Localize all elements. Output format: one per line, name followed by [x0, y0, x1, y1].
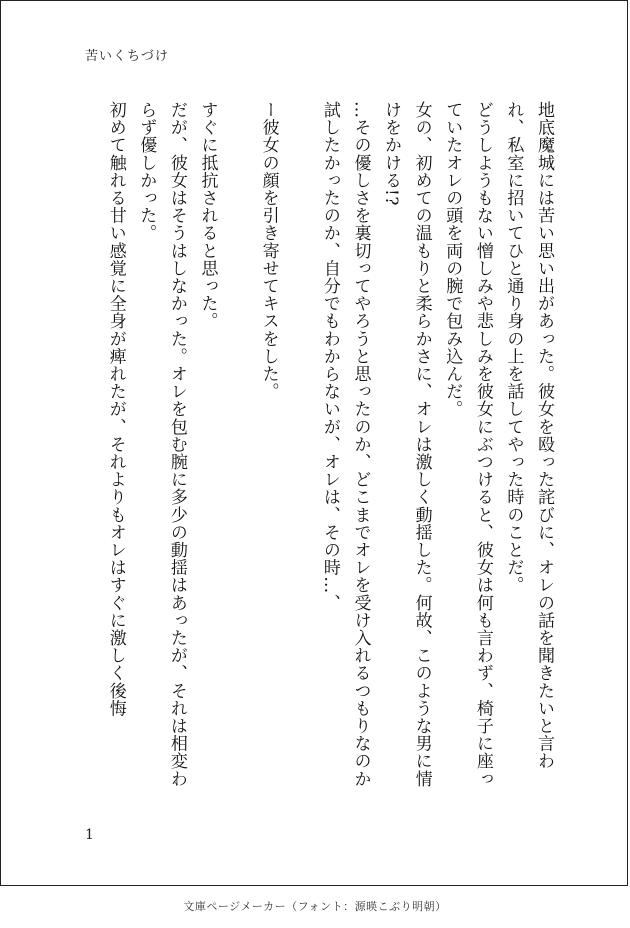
- paragraph-2: どうしようもない憎しみや悲しみを彼女にぶつけると、彼女は何も言わず、椅子に座っていたオレの頭を両の腕で包み込んだ。: [442, 101, 493, 788]
- book-title: 苦いくちづけ: [85, 49, 169, 64]
- blank-line-2: [222, 101, 253, 801]
- blank-line-1: [284, 101, 315, 801]
- page-number: 1: [85, 827, 94, 843]
- paragraph-7: だが、彼女はそうはしなかった。オレを包む腕に多少の動揺はあったが、それは相変わらず優しかった。: [136, 101, 187, 788]
- body-text: [100, 101, 559, 801]
- paragraph-6: すぐに抵抗されると思った。: [197, 101, 218, 330]
- footer-credit: 文庫ページメーカー（フォント：源暎こぶり明朝）: [183, 900, 447, 913]
- paragraph-3: 女の、初めての温もりと柔らかさに、オレは激しく動揺した。何故、このような男に情けをかける!?: [381, 101, 432, 788]
- paragraph-1: 地底魔城には苦い思い出があった。彼女を殴った詫びに、オレの話を聞きたいと言われ、私室に招いてひと通り身の上を話してやった時のことだ。: [503, 101, 554, 770]
- paragraph-8: 初めて触れる甘い感覚に全身が痺れたが、それよりもオレはすぐに激しく後悔: [105, 101, 126, 717]
- paragraph-4: …その優しさを裏切ってやろうと思ったのか、どこまでオレを受け入れるつもりなのか試したかったのか、自分でもわからないが、オレは、その時…、: [319, 101, 371, 788]
- paragraph-5: ー彼女の顔を引き寄せてキスをした。: [258, 101, 279, 401]
